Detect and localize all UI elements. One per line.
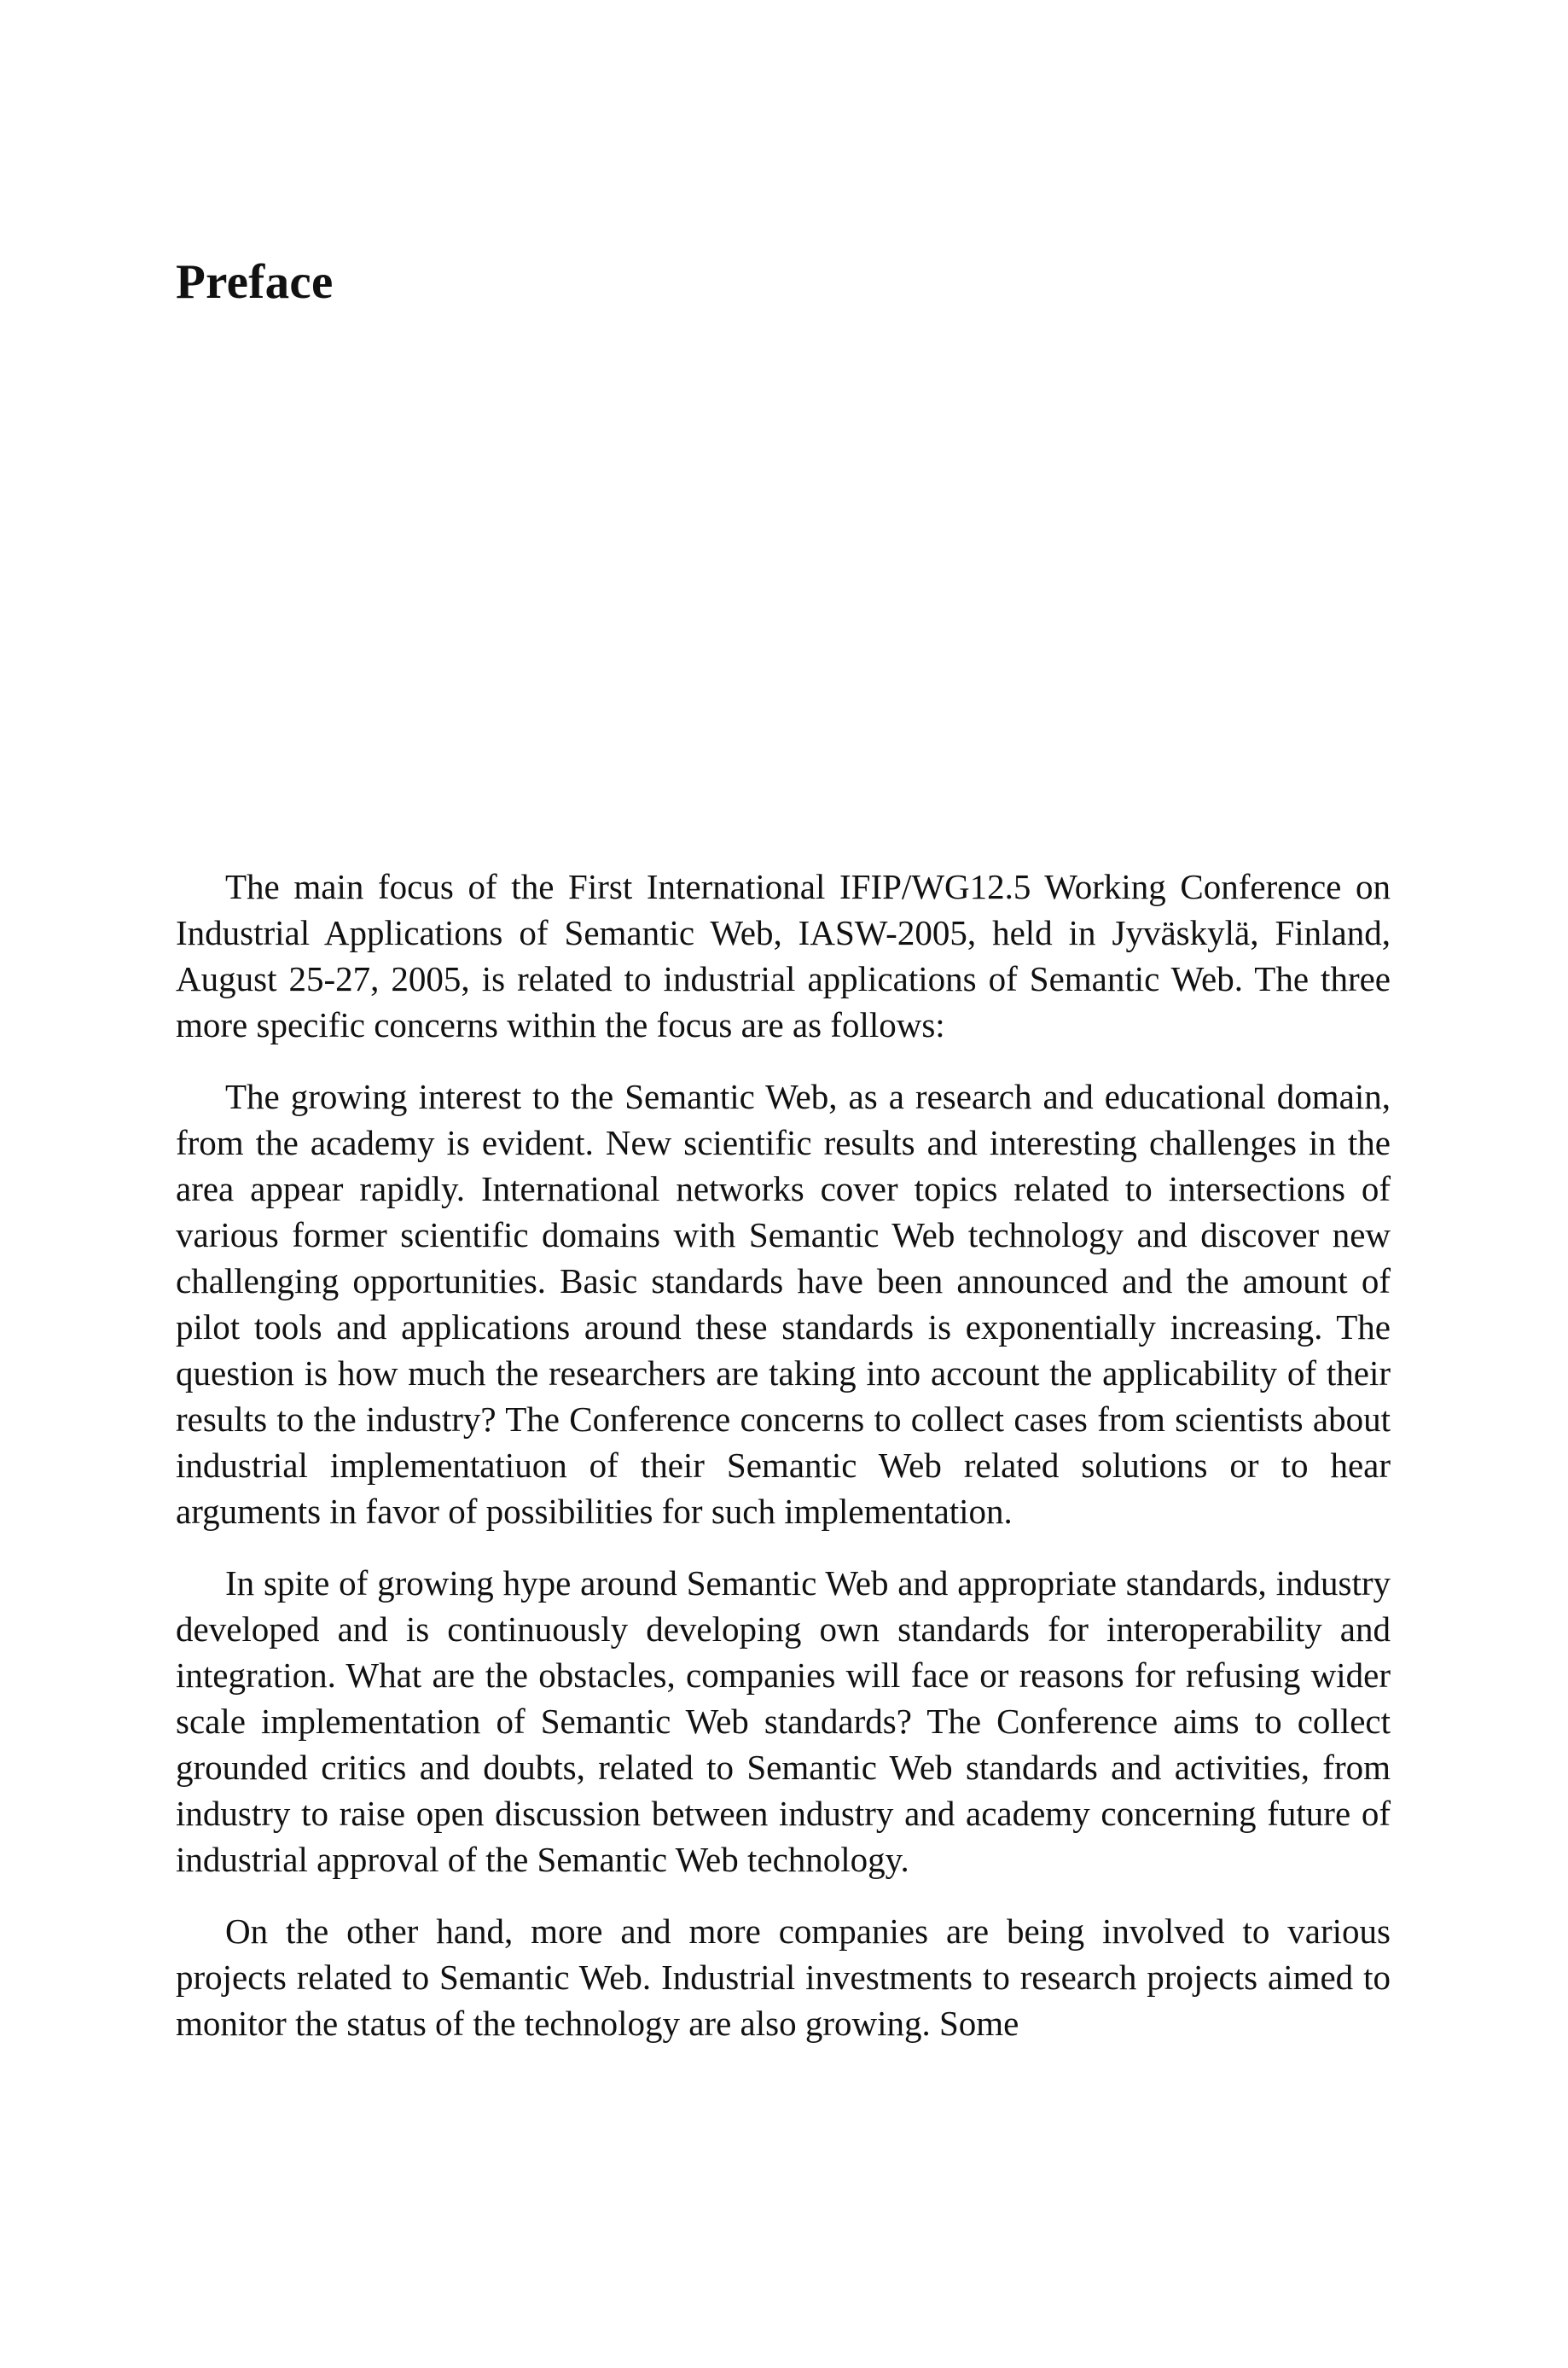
paragraph-4: On the other hand, more and more companies are being involved to various projects related to Semantic Web. Industrial investments to research projects aimed to monitor the status of the technology are also growing. Some <box>176 1911 1391 2043</box>
page-title: Preface <box>176 255 334 309</box>
body-text <box>176 864 1391 2046</box>
paragraph-1: The main focus of the First International IFIP/WG12.5 Working Conference on Industrial Applications of Semantic Web, IASW-2005, held in Jyväskylä, Finland, August 25-27, 2005, is related to industrial applications of Semantic Web. The three more specific concerns within the focus are as follows: <box>176 867 1391 1044</box>
paragraph-2: The growing interest to the Semantic Web, as a research and educational domain, from the academy is evident. New scientific results and interesting challenges in the area appear rapidly. International networks cover topics related to intersections of various former scientific domains with Semantic Web technology and discover new challenging opportunities. Basic standards have been announced and the amount of pilot tools and applications around these standards is exponentially increasing. The question is how much the researchers are taking into account the applicability of their results to the industry? The Conference concerns to collect cases from scientists about industrial implementatiuon of their Semantic Web related solutions or to hear arguments in favor of possibilities for such implementation. <box>176 1077 1391 1531</box>
paragraph-3: In spite of growing hype around Semantic Web and appropriate standards, industry developed and is continuously developing own standards for interoperability and integration. What are the obstacles, companies will face or reasons for refusing wider scale implementation of Semantic Web standards? The Conference aims to collect grounded critics and doubts, related to Semantic Web standards and activities, from industry to raise open discussion between industry and academy concerning future of industrial approval of the Semantic Web technology. <box>176 1563 1391 1879</box>
